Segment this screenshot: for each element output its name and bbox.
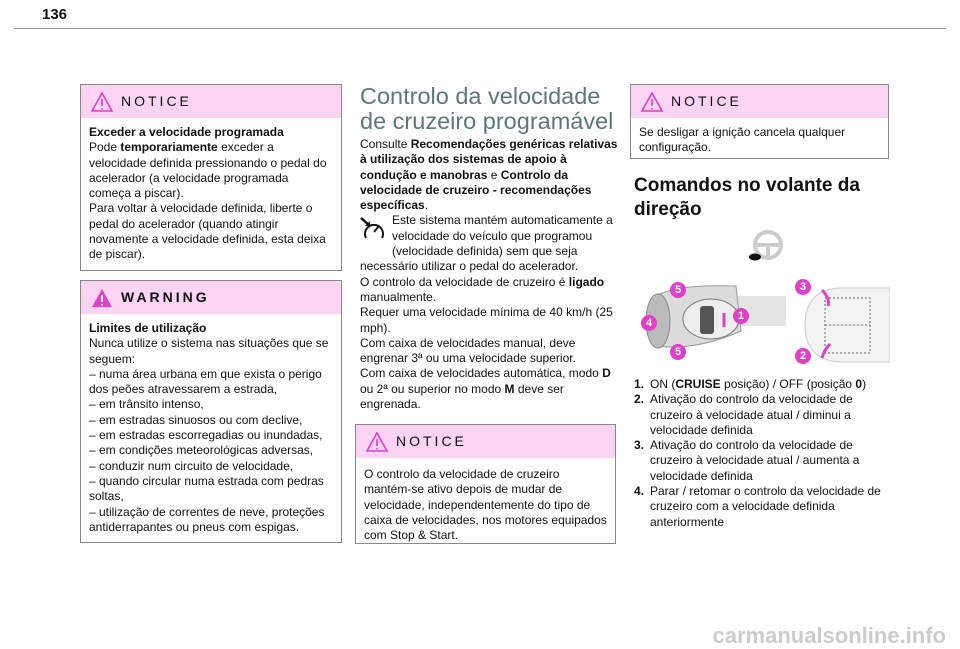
controls-list (634, 377, 894, 530)
warning-item: – em condições meteorológicas adversas, (89, 443, 314, 458)
callout-1: 1 (733, 308, 749, 324)
notice-box-gearbox (355, 424, 616, 544)
header-divider (14, 28, 946, 29)
notice-box-ignition (630, 84, 889, 159)
callout-5-bottom: 5 (670, 344, 686, 360)
warning-box (80, 280, 342, 543)
warning-triangle-icon (91, 92, 113, 112)
page-number: 136 (42, 6, 68, 23)
warning-item: – numa área urbana em que exista o perigo dos peões atravessarem a estrada, (89, 366, 322, 397)
controls-heading: Comandos no volante da direção (634, 175, 860, 220)
list-item: 3. Ativação do controlo da velocidade de cruzeiro à velocidade atual / aumenta a velocidade definida (634, 438, 860, 483)
reference-paragraph: Consulte Recomendações genéricas relativas à utilização dos sistemas de apoio à condução e manobras e Controlo da velocidade de cruzeiro - recomendações específicas. (360, 137, 618, 213)
warning-item: – conduzir num circuito de velocidade, (89, 458, 294, 473)
callout-2: 2 (795, 348, 811, 364)
cruise-lever-diagram (636, 276, 786, 371)
list-item: 4. Parar / retomar o controlo da velocidade de cruzeiro com a velocidade definida anteriormente (634, 484, 881, 529)
warning-item: – em estradas sinuosos ou com declive, (89, 412, 303, 427)
activation-paragraph: O controlo da velocidade de cruzeiro é ligado manualmente. (360, 274, 605, 304)
warning-heading: Limites de utilização (89, 321, 207, 335)
callout-4: 4 (641, 315, 657, 331)
notice-heading: Exceder a velocidade programada (89, 125, 284, 139)
section-title: Controlo da velocidade de cruzeiro programável (360, 83, 614, 134)
notice-label: NOTICE (121, 92, 192, 109)
manual-gearbox-paragraph: Com caixa de velocidades manual, deve engrenar 3ª ou uma velocidade superior. (360, 335, 576, 366)
warning-item: – utilização de correntes de neve, proteções antiderrapantes ou pneus com espigas. (89, 504, 325, 534)
warning-intro: Nunca utilize o sistema nas situações que se seguem: (89, 336, 329, 366)
callout-3: 3 (795, 279, 811, 295)
notice-label: NOTICE (396, 432, 467, 449)
auto-gearbox-paragraph: Com caixa de velocidades automática, modo D ou 2ª ou superior no modo M deve ser engrenada. (360, 366, 611, 412)
notice-label: NOTICE (671, 92, 742, 109)
notice-paragraph: Para voltar à velocidade definida, liberte o pedal do acelerador (quando atingir novamente a velocidade definida, esta deixa de piscar). (89, 201, 326, 262)
notice-text: Se desligar a ignição cancela qualquer configuração. (639, 125, 846, 155)
warning-item: – em estradas escorregadias ou inundadas, (89, 428, 323, 443)
list-item: 2. Ativação do controlo da velocidade de cruzeiro à velocidade atual / diminui a velocidade definida (634, 392, 853, 437)
description-paragraph: Este sistema mantém automaticamente a velocidade do veículo que programou (velocidade definida) sem que seja necessário utilizar o pedal do acelerador. (360, 213, 613, 274)
warning-triangle-icon (366, 432, 388, 452)
cruise-control-icon (358, 214, 388, 244)
notice-box-speed (80, 84, 342, 271)
steering-wheel-icon (746, 230, 786, 264)
warning-item: – em trânsito intenso, (89, 397, 204, 412)
list-item: 1. ON (CRUISE posição) / OFF (posição 0) (634, 377, 867, 391)
notice-paragraph: Pode temporariamente exceder a velocidade definida pressionando o pedal do acelerador (a velocidade programada começa a piscar). (89, 140, 327, 201)
section-body (360, 137, 618, 412)
warning-triangle-icon (641, 92, 663, 112)
watermark: carmanualsonline.info (712, 622, 946, 648)
warning-item: – quando circular numa estrada com pedras soltas, (89, 473, 324, 504)
notice-text: O controlo da velocidade de cruzeiro mantém-se ativo depois de mudar de velocidade, independentemente do tipo de caixa de velocidades, nos motores equipados com Stop & Start. (364, 467, 607, 543)
steering-paddle-diagram (800, 280, 890, 370)
warning-label: WARNING (121, 288, 210, 305)
callout-5-top: 5 (670, 282, 686, 298)
warning-filled-triangle-icon (91, 288, 113, 308)
min-speed-paragraph: Requer uma velocidade mínima de 40 km/h (25 mph). (360, 305, 613, 335)
